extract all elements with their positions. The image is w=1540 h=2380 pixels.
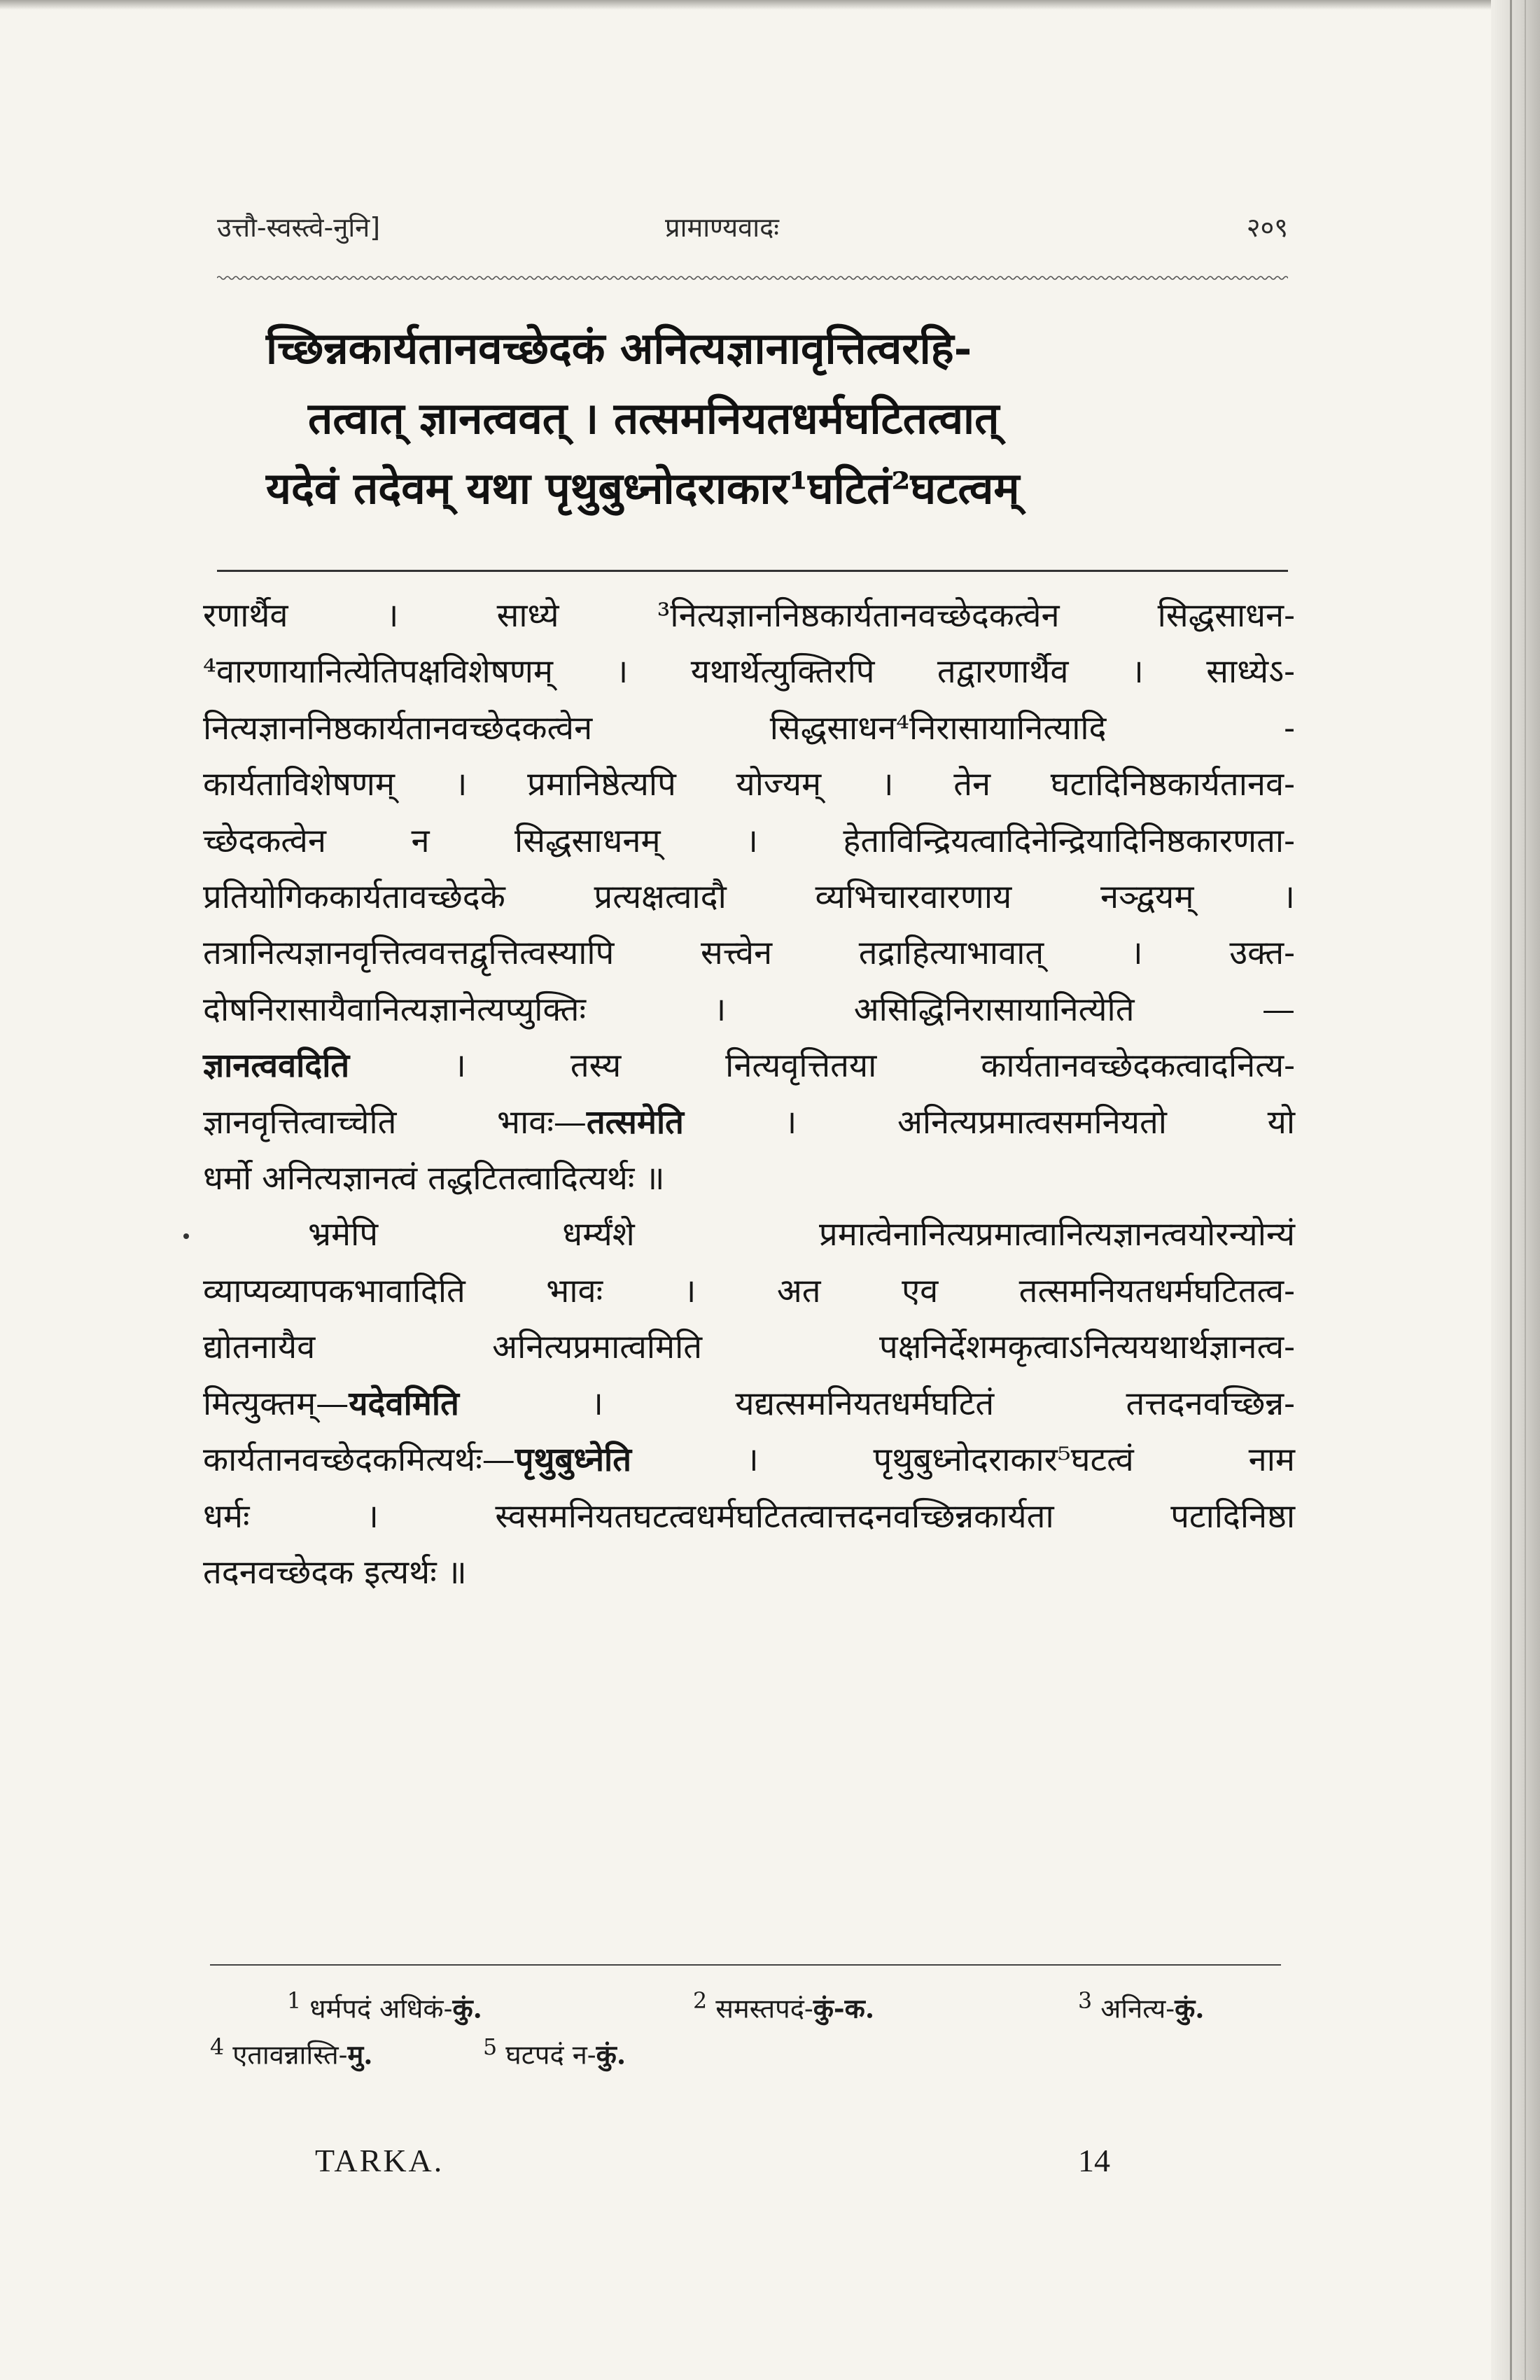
text-line: कार्यताविशेषणम् । प्रमानिष्ठेत्यपि योज्यम् । तेन घटादिनिष्ठकार्यतानव- — [203, 765, 1295, 804]
text-line: व्याप्यव्यापकभावादिति भावः । अत एव तत्समनियतधर्मघटितत्व- — [203, 1271, 1295, 1310]
text-line — [203, 1432, 1295, 1488]
lemma: ज्ञानत्ववदिति — [203, 1046, 350, 1086]
lemma: तत्समेति — [586, 1102, 684, 1142]
text-line: तदनवच्छेदक इत्यर्थः ॥ — [203, 1553, 467, 1592]
text-line: धर्मः । स्वसमनियतघटत्वधर्मघटितत्वात्तदनवच्छिन्नकार्यता पटादिनिष्ठा — [203, 1497, 1295, 1536]
text-span: मित्युक्तम्— — [203, 1384, 349, 1423]
text-span: । यद्यत्समनियतधर्मघटितं तत्तदनवच्छिन्न- — [458, 1384, 1295, 1423]
lemma: पृथुबुध्नेति — [514, 1441, 631, 1480]
text-line: तत्रानित्यज्ञानवृत्तित्ववत्तद्वृत्तित्वस्यापि सत्त्वेन तद्राहित्याभावात् । उक्त- — [203, 934, 1295, 973]
text-line: दोषनिरासायैवानित्यज्ञानेत्यप्युक्तिः । असिद्धिनिरासायानित्येति — — [203, 990, 1295, 1029]
binding-edge — [1491, 0, 1540, 2380]
footnote-divider — [210, 1964, 1281, 1966]
text-span: कार्यतानवच्छेदकमित्यर्थः— — [203, 1441, 515, 1480]
text-line: द्योतनायैव अनित्यप्रमात्वमिति पक्षनिर्देशमकृत्वाऽनित्ययथार्थज्ञानत्व- — [203, 1328, 1295, 1367]
text-span: । अनित्यप्रमात्वसमनियतो यो — [683, 1102, 1296, 1142]
text-span: ज्ञानवृत्तित्वाच्चेति भावः— — [203, 1102, 587, 1142]
text-line — [203, 1376, 1295, 1432]
wavy-rule — [217, 274, 1288, 281]
sheet-number: 14 — [1078, 2143, 1110, 2178]
signature-mark: TARKA. — [315, 2143, 444, 2178]
footnotes — [210, 1978, 1288, 2071]
verse-line: यदेवं तदेवम् यथा पृथुबुध्नोदराकार¹घटितं²घटत्वम् — [266, 463, 1020, 514]
page-number: २०९ — [1246, 212, 1288, 243]
running-head-left: उत्तौ-स्वस्त्वे-नुनि] — [217, 212, 381, 243]
ink-speck — [183, 1233, 189, 1239]
lemma: यदेवमिति — [349, 1384, 459, 1423]
binding-edge-line — [1525, 0, 1526, 2380]
text-line: ⁴वारणायानित्येतिपक्षविशेषणम् । यथार्थेत्युक्तिरपि तद्वारणार्थैव । साध्येऽ- — [203, 652, 1295, 692]
text-span: । तस्य नित्यवृत्तितया कार्यतानवच्छेदकत्वादनित्य- — [349, 1046, 1295, 1086]
text-line: नित्यज्ञाननिष्ठकार्यतानवच्छेदकत्वेन सिद्धसाधन⁴निरासायानित्यादि - — [203, 708, 1295, 748]
footnote: $^4$ एतावन्नास्ति-मु. — [210, 2035, 373, 2071]
text-line — [203, 1095, 1295, 1151]
footnote: $^3$ अनित्य-कुं. — [1078, 1989, 1205, 2024]
top-edge-shadow — [0, 0, 1540, 10]
running-head — [217, 209, 1288, 251]
commentary-text — [203, 588, 1295, 1601]
verse-line: च्छिन्नकार्यतानवच्छेदकं अनित्यज्ञानावृत्तित्वरहि- — [266, 323, 972, 374]
text-line: धर्मो अनित्यज्ञानत्वं तद्धटितत्वादित्यर्थः ॥ — [203, 1159, 665, 1198]
verse-block — [266, 314, 1246, 524]
text-line — [203, 1038, 1295, 1094]
footnote: $^2$ समस्तपदं-कुं-क. — [693, 1989, 875, 2024]
footnote: $^1$ धर्मपदं अधिकं-कुं. — [287, 1989, 482, 2024]
text-span: । पृथुबुध्नोदराकार⁵घटत्वं नाम — [631, 1441, 1295, 1480]
text-line: भ्रमेपि धर्म्यंशे प्रमात्वेनानित्यप्रमात्वानित्यज्ञानत्वयोरन्योन्यं — [308, 1215, 1295, 1254]
footnote: $^5$ घटपदं न-कुं. — [483, 2035, 626, 2071]
running-head-title: प्रामाण्यवादः — [665, 212, 779, 243]
binding-edge-line — [1510, 0, 1512, 2380]
text-line: रणार्थैव । साध्ये ³नित्यज्ञाननिष्ठकार्यतानवच्छेदकत्वेन सिद्धसाधन- — [203, 596, 1295, 635]
footnote-row — [210, 1978, 1288, 2024]
text-line: च्छेदकत्वेन न सिद्धसाधनम् । हेताविन्द्रियत्वादिनेन्द्रियादिनिष्ठकारणता- — [203, 821, 1295, 860]
verse-line: तत्वात् ज्ञानत्ववत् । तत्समनियतधर्मघटितत्वात् — [308, 393, 1000, 444]
footnote-row — [210, 2024, 1288, 2071]
verse-divider — [217, 570, 1288, 572]
text-line: प्रतियोगिककार्यतावच्छेदके प्रत्यक्षत्वादौ व्यभिचारवारणाय नञ्द्वयम् । — [203, 878, 1295, 917]
